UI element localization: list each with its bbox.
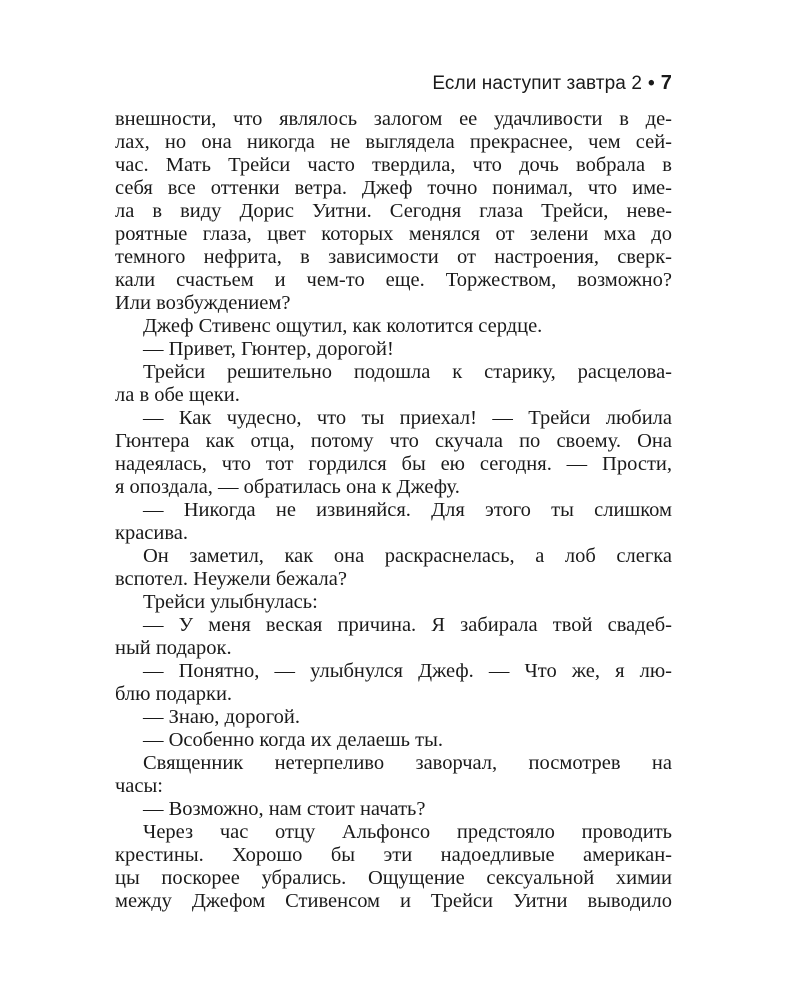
text-line: надеялась, что тот гордился бы ею сегодня. — Прости, bbox=[115, 453, 672, 475]
text-line: лах, но она никогда не выглядела прекраснее, чем сей- bbox=[115, 131, 672, 153]
body-text bbox=[115, 108, 672, 913]
text-line: ный подарок. bbox=[115, 637, 232, 659]
text-line: между Джефом Стивенсом и Трейси Уитни выводило bbox=[115, 890, 672, 912]
text-line: блю подарки. bbox=[115, 683, 233, 705]
text-line: — Особенно когда их делаешь ты. bbox=[143, 729, 443, 751]
text-line: роятные глаза, цвет которых менялся от зелени мха до bbox=[115, 223, 672, 245]
text-line: часы: bbox=[115, 775, 163, 797]
text-line: — Возможно, нам стоит начать? bbox=[143, 798, 426, 820]
text-line: Или возбуждением? bbox=[115, 292, 291, 314]
text-line: Джеф Стивенс ощутил, как колотится сердце. bbox=[143, 315, 543, 337]
text-line: Трейси решительно подошла к старику, расцелова- bbox=[143, 361, 672, 383]
text-line: Священник нетерпеливо заворчал, посмотрев на bbox=[143, 752, 672, 774]
text-line: крестины. Хорошо бы эти надоедливые американ- bbox=[115, 844, 672, 866]
text-line: — Знаю, дорогой. bbox=[143, 706, 300, 728]
text-line: темного нефрита, в зависимости от настроения, сверк- bbox=[115, 246, 672, 268]
text-line: — Понятно, — улыбнулся Джеф. — Что же, я лю- bbox=[143, 660, 672, 682]
text-line: Гюнтера как отца, потому что скучала по своему. Она bbox=[115, 430, 672, 452]
text-line: — Привет, Гюнтер, дорогой! bbox=[143, 338, 394, 360]
text-line: кали счастьем и чем-то еще. Торжеством, возможно? bbox=[115, 269, 672, 291]
text-line: внешности, что являлось залогом ее удачливости в де- bbox=[115, 108, 672, 130]
text-line: Через час отцу Альфонсо предстояло проводить bbox=[143, 821, 672, 843]
book-title: Если наступит завтра 2 bbox=[432, 73, 642, 94]
page-number: 7 bbox=[660, 72, 672, 94]
text-line: вспотел. Неужели бежала? bbox=[115, 568, 347, 590]
text-line: час. Мать Трейси часто твердила, что дочь вобрала в bbox=[115, 154, 672, 176]
text-line: — Как чудесно, что ты приехал! — Трейси любила bbox=[143, 407, 672, 429]
text-line: ла в виду Дорис Уитни. Сегодня глаза Трейси, неве- bbox=[115, 200, 672, 222]
running-header bbox=[432, 72, 672, 95]
text-line: — Никогда не извиняйся. Для этого ты слишком bbox=[143, 499, 672, 521]
header-bullet: • bbox=[648, 73, 655, 94]
text-line: Трейси улыбнулась: bbox=[143, 591, 318, 613]
text-line: я опоздала, — обратилась она к Джефу. bbox=[115, 476, 460, 498]
text-line: — У меня веская причина. Я забирала твой свадеб- bbox=[143, 614, 672, 636]
text-line: цы поскорее убрались. Ощущение сексуальной химии bbox=[115, 867, 672, 889]
text-line: себя все оттенки ветра. Джеф точно понимал, что име- bbox=[115, 177, 672, 199]
text-line: Он заметил, как она раскраснелась, а лоб слегка bbox=[143, 545, 672, 567]
text-line: ла в обе щеки. bbox=[115, 384, 240, 406]
text-line: красива. bbox=[115, 522, 189, 544]
